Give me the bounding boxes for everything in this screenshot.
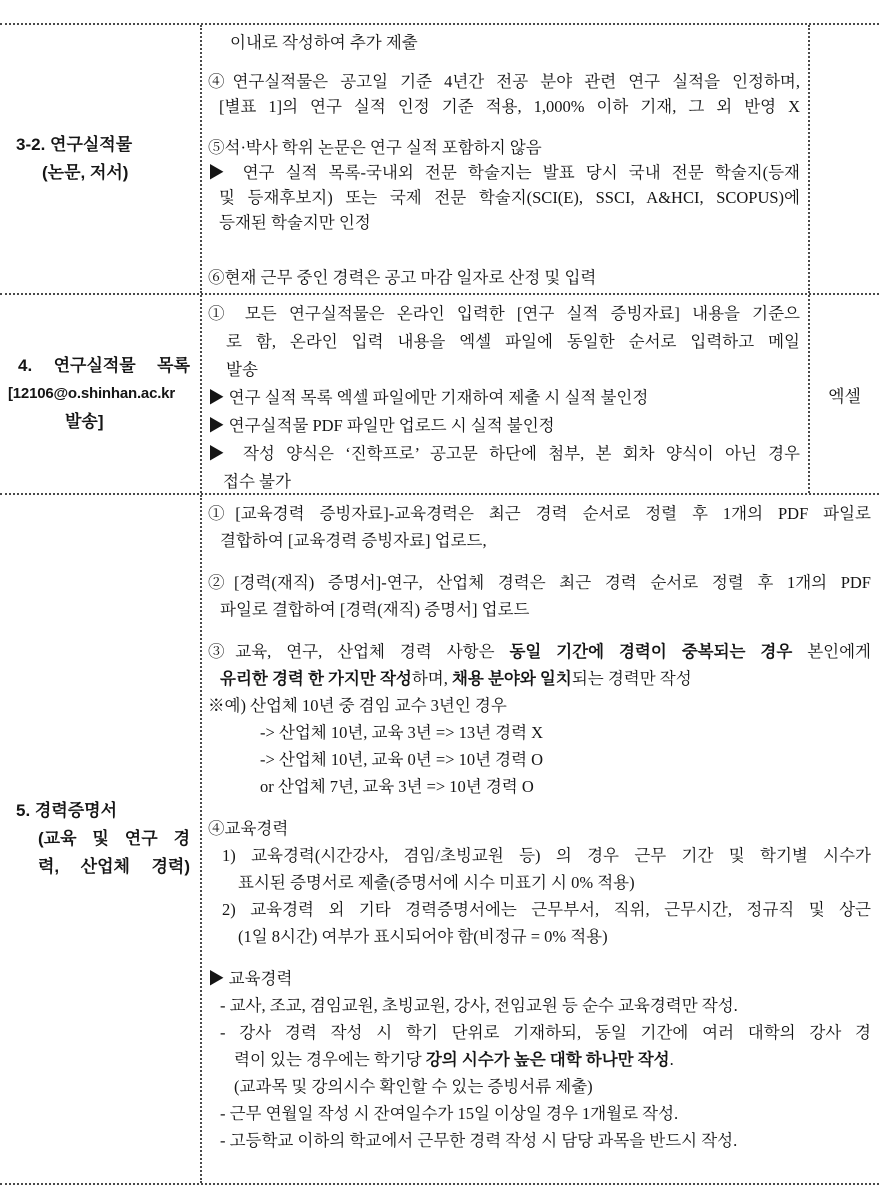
text-line	[202, 185, 800, 210]
row-label-cell	[0, 295, 202, 493]
text-segment: 로 함, 온라인 입력 내용을 엑셀 파일에 동일한 순서로 입력하고 메일	[226, 332, 800, 351]
text-line	[202, 992, 871, 1019]
text-segment: 파일로 결합하여 [경력(재직) 증명서] 업로드	[220, 600, 530, 619]
text-line	[202, 1100, 871, 1127]
text-segment: 하며,	[411, 669, 452, 688]
text-segment: - 고등학교 이하의 학교에서 근무한 경력 작성 시 담당 과목을 반드시 작성.	[220, 1131, 738, 1150]
text-line	[202, 300, 800, 328]
text-line	[202, 135, 800, 160]
text-line	[202, 719, 871, 746]
blank-line	[202, 950, 871, 965]
bold-text-segment: 유리한 경력 한 가지만 작성	[220, 669, 412, 688]
text-segment: ▶ 작성 양식은 ‘진학프로’ 공고문 하단에 첨부, 본 회차 양식이 아닌 경우	[208, 444, 800, 463]
text-line	[202, 1127, 871, 1154]
row-label-line: 5. 경력증명서	[16, 801, 118, 820]
row-label-line: 4. 연구실적물 목록	[18, 356, 190, 375]
text-line	[202, 923, 871, 950]
text-segment: 표시된 증명서로 제출(증명서에 시수 미표기 시 0% 적용)	[238, 873, 635, 892]
text-segment: 2) 교육경력 외 기타 경력증명서에는 근무부서, 직위, 근무시간, 정규직 및 상근	[222, 900, 871, 919]
text-segment: ▶ 교육경력	[208, 969, 293, 988]
text-line	[202, 896, 871, 923]
row-label-line: 발송]	[65, 412, 104, 431]
text-line	[202, 500, 871, 527]
text-line	[202, 440, 800, 468]
text-segment: [별표 1]의 연구 실적 인정 기준 적용, 1,000% 이하 기재, 그 외 반영 X	[219, 97, 800, 116]
text-line	[202, 596, 871, 623]
blank-line	[202, 554, 871, 569]
text-segment: 이내로 작성하여 추가 제출	[230, 33, 418, 52]
bold-text-segment: 채용 분야와 일치	[451, 669, 572, 688]
text-line	[202, 384, 800, 412]
text-line	[202, 527, 871, 554]
text-segment: - 근무 연월일 작성 시 잔여일수가 15일 이상일 경우 1개월로 작성.	[220, 1104, 679, 1123]
text-line	[202, 842, 871, 869]
text-line	[202, 965, 871, 992]
blank-line	[202, 55, 800, 69]
text-line	[202, 1019, 871, 1046]
text-line	[202, 638, 871, 665]
text-segment: -> 산업체 10년, 교육 0년 => 10년 경력 O	[260, 750, 544, 769]
row-side-cell	[808, 25, 879, 293]
row-content-cell	[202, 495, 879, 1183]
text-line	[202, 1046, 871, 1073]
text-segment: ① 모든 연구실적물은 온라인 입력한 [연구 실적 증빙자료] 내용을 기준으	[208, 304, 800, 323]
bold-text-segment: 동일 기간에 경력이 중복되는 경우	[509, 642, 793, 661]
text-segment: (교과목 및 강의시수 확인할 수 있는 증빙서류 제출)	[234, 1077, 593, 1096]
text-line	[202, 265, 800, 290]
row-label-line: [12106@o.shinhan.ac.kr	[8, 385, 175, 402]
table-row-research-output-list	[0, 293, 879, 493]
text-segment: 발송	[226, 360, 258, 379]
text-segment: ③교육, 연구, 산업체 경력 사항은	[208, 642, 510, 661]
text-segment: ▶ 연구 실적 목록 엑셀 파일에만 기재하여 제출 시 실적 불인정	[208, 388, 649, 407]
table-row-research-outputs	[0, 25, 879, 293]
text-line	[202, 692, 871, 719]
text-line	[202, 1073, 871, 1100]
text-line	[202, 815, 871, 842]
text-segment: or 산업체 7년, 교육 3년 => 10년 경력 O	[260, 777, 534, 796]
blank-line	[202, 119, 800, 135]
text-line	[202, 412, 800, 440]
row-content-cell	[202, 295, 808, 493]
row-label-line: (논문, 저서)	[42, 163, 129, 182]
row-label-line: 력, 산업체 경력)	[38, 857, 190, 876]
text-segment: ▶ 연구 실적 목록-국내외 전문 학술지는 발표 당시 국내 전문 학술지(등재	[208, 163, 800, 182]
text-line	[202, 94, 800, 119]
text-segment: 및 등재후보지) 또는 국제 전문 학술지(SCI(E), SSCI, A&HCI, SCOPUS)에	[219, 188, 800, 207]
text-segment: (1일 8시간) 여부가 표시되어야 함(비정규 = 0% 적용)	[238, 927, 608, 946]
row-label-line: 3-2. 연구실적물	[16, 135, 133, 154]
text-segment: ④연구실적물은 공고일 기준 4년간 전공 분야 관련 연구 실적을 인정하며,	[208, 72, 800, 91]
requirements-table	[0, 23, 879, 1185]
text-line	[202, 30, 800, 55]
text-segment: ※예) 산업체 10년 중 겸임 교수 3년인 경우	[208, 696, 507, 715]
text-segment: 결합하여 [교육경력 증빙자료] 업로드,	[220, 531, 487, 550]
text-line	[202, 328, 800, 356]
text-segment: 1) 교육경력(시간강사, 겸임/초빙교원 등) 의 경우 근무 기간 및 학기별 시수가	[222, 846, 871, 865]
text-segment: 력이 있는 경우에는 학기당	[234, 1050, 426, 1069]
row-content-cell	[202, 25, 808, 293]
text-line	[202, 210, 800, 235]
text-line	[202, 69, 800, 94]
text-segment: ⑤석·박사 학위 논문은 연구 실적 포함하지 않음	[208, 138, 542, 157]
text-segment: ④교육경력	[208, 819, 289, 838]
text-segment: ②[경력(재직) 증명서]-연구, 산업체 경력은 최근 경력 순서로 정렬 후 1개의 PDF	[208, 573, 871, 592]
text-line	[202, 773, 871, 800]
text-line	[202, 746, 871, 773]
row-side-cell: 엑셀	[808, 295, 879, 493]
text-segment: 등재된 학술지만 인정	[219, 213, 371, 232]
text-line	[202, 869, 871, 896]
text-segment: 본인에게	[792, 642, 871, 661]
text-segment: -> 산업체 10년, 교육 3년 => 13년 경력 X	[260, 723, 544, 742]
blank-line	[202, 800, 871, 815]
text-segment: ⑥현재 근무 중인 경력은 공고 마감 일자로 산정 및 입력	[208, 268, 597, 287]
text-segment: ①[교육경력 증빙자료]-교육경력은 최근 경력 순서로 정렬 후 1개의 PDF 파일로	[208, 504, 871, 523]
text-line	[202, 468, 800, 493]
text-segment: 접수 불가	[223, 472, 291, 491]
row-label-cell	[0, 495, 202, 1183]
text-segment: ▶ 연구실적물 PDF 파일만 업로드 시 실적 불인정	[208, 416, 555, 435]
text-line	[202, 356, 800, 384]
text-line	[202, 569, 871, 596]
bold-text-segment: 강의 시수가 높은 대학 하나만 작성	[425, 1050, 670, 1069]
row-label-cell	[0, 25, 202, 293]
table-row-career-certificates	[0, 493, 879, 1183]
text-line	[202, 665, 871, 692]
row-label-line: (교육 및 연구 경	[38, 829, 190, 848]
text-segment: - 교사, 조교, 겸임교원, 초빙교원, 강사, 전임교원 등 순수 교육경력만 작성.	[220, 996, 738, 1015]
text-segment: 되는 경력만 작성	[571, 669, 692, 688]
blank-line	[202, 623, 871, 638]
text-line	[202, 160, 800, 185]
blank-line	[202, 235, 800, 265]
text-segment: .	[669, 1050, 674, 1069]
text-segment: - 강사 경력 작성 시 학기 단위로 기재하되, 동일 기간에 여러 대학의 강사 경	[220, 1023, 871, 1042]
